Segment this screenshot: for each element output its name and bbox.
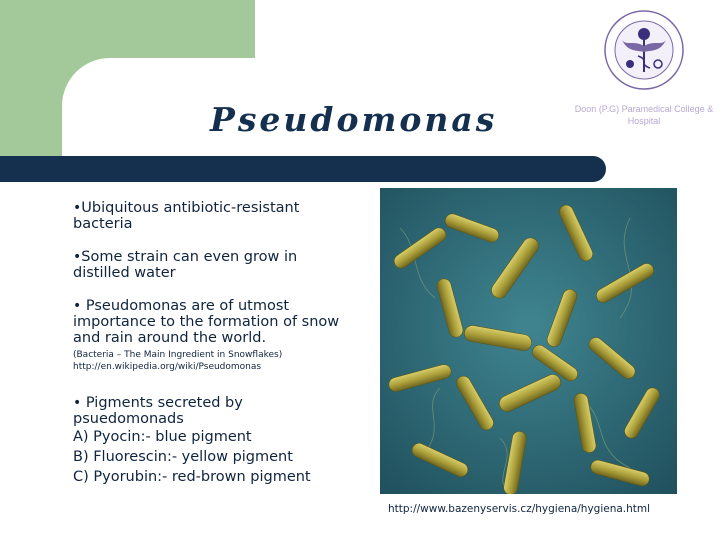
pigment-item: C) Pyorubin:- red-brown pigment <box>73 469 311 485</box>
pigment-item: A) Pyocin:- blue pigment <box>73 429 252 445</box>
bullet-text: Pigments secreted by psuedomonads <box>73 395 243 427</box>
bullet-text: Ubiquitous antibiotic-resistant bacteria <box>73 200 300 232</box>
photo-source-link: http://www.bazenyservis.cz/hygiena/hygiena.html <box>388 503 651 515</box>
citation-title: (Bacteria – The Main Ingredient in Snowflakes) <box>73 350 283 360</box>
citation <box>73 349 353 373</box>
slide-title: Pseudomonas <box>210 100 498 139</box>
bullet-item <box>73 298 353 373</box>
bullet-list <box>73 200 353 504</box>
college-name: Doon (P.G) Paramedical College & Hospital <box>574 104 714 126</box>
pigment-item: B) Fluorescin:- yellow pigment <box>73 449 293 465</box>
citation-link: http://en.wikipedia.org/wiki/Pseudomonas <box>73 362 262 372</box>
bullet-item <box>73 249 353 281</box>
college-logo <box>604 10 684 90</box>
bullet-item <box>73 395 353 487</box>
bullet-item <box>73 200 353 232</box>
bullet-text: Pseudomonas are of utmost importance to the formation of snow and rain around the world. <box>73 298 340 346</box>
bacteria-micrograph <box>380 188 677 494</box>
title-bar <box>0 156 606 182</box>
bullet-text: Some strain can even grow in distilled water <box>73 249 298 281</box>
